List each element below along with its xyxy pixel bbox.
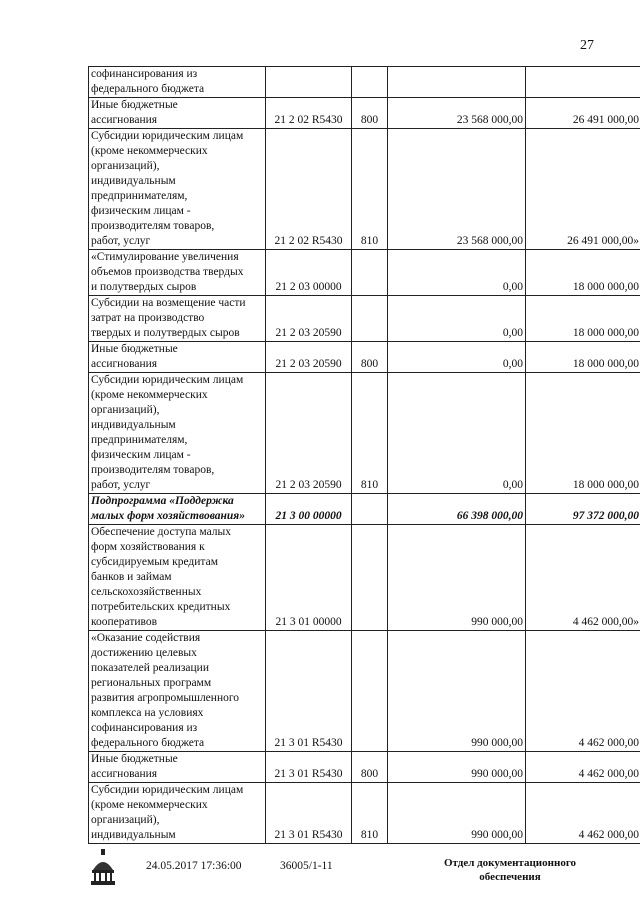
table-row [89, 752, 640, 783]
row-name-cell: Субсидии юридическим лицам (кроме некоммерческих организаций), индивидуальным [89, 783, 266, 844]
footer [80, 848, 610, 898]
row-amount-2017-cell: 990 000,00 [388, 752, 526, 783]
table-row [89, 783, 640, 844]
row-amount-2018-cell [526, 67, 640, 98]
duma-emblem-icon [90, 848, 116, 888]
row-amount-2017-cell [388, 67, 526, 98]
row-code-cell: 21 3 01 R5430 [266, 752, 352, 783]
row-expense-type-cell: 810 [352, 783, 388, 844]
table-row [89, 296, 640, 342]
row-name-cell: «Оказание содействия достижению целевых показателей реализации региональных программ развития агропромышленного комплекса на условиях софинансирования из федерального бюджета [89, 631, 266, 752]
row-amount-2017-cell: 0,00 [388, 342, 526, 373]
row-amount-2017-cell: 23 568 000,00 [388, 129, 526, 250]
row-amount-2017-cell: 66 398 000,00 [388, 494, 526, 525]
page-number: 27 [580, 38, 594, 53]
footer-timestamp: 24.05.2017 17:36:00 [146, 860, 242, 872]
row-expense-type-cell [352, 296, 388, 342]
row-expense-type-cell: 800 [352, 752, 388, 783]
row-amount-2018-cell: 18 000 000,00 [526, 342, 640, 373]
row-name-cell: Субсидии юридическим лицам (кроме некоммерческих организаций), индивидуальным предпринимателям, физическим лицам - производителям товаров, работ, услуг [89, 129, 266, 250]
row-amount-2018-cell: 26 491 000,00» [526, 129, 640, 250]
table-row [89, 631, 640, 752]
row-name-cell: «Стимулирование увеличения объемов производства твердых и полутвердых сыров [89, 250, 266, 296]
row-expense-type-cell: 800 [352, 98, 388, 129]
table-row [89, 525, 640, 631]
table-row [89, 129, 640, 250]
row-name-cell: Субсидии на возмещение части затрат на производство твердых и полутвердых сыров [89, 296, 266, 342]
row-expense-type-cell: 810 [352, 129, 388, 250]
row-amount-2018-cell: 18 000 000,00 [526, 296, 640, 342]
table-row [89, 373, 640, 494]
row-expense-type-cell [352, 67, 388, 98]
row-expense-type-cell: 810 [352, 373, 388, 494]
row-amount-2018-cell: 4 462 000,00 [526, 752, 640, 783]
row-code-cell: 21 2 03 00000 [266, 250, 352, 296]
row-name-cell: Иные бюджетные ассигнования [89, 98, 266, 129]
row-code-cell: 21 2 02 R5430 [266, 98, 352, 129]
row-expense-type-cell [352, 494, 388, 525]
table-row [89, 342, 640, 373]
footer-department: Отдел документационного обеспечения [443, 857, 577, 883]
row-expense-type-cell [352, 631, 388, 752]
row-code-cell [266, 67, 352, 98]
row-amount-2017-cell: 990 000,00 [388, 525, 526, 631]
row-code-cell: 21 3 01 00000 [266, 525, 352, 631]
row-amount-2017-cell: 0,00 [388, 296, 526, 342]
row-name-cell: софинансирования из федерального бюджета [89, 67, 266, 98]
row-amount-2018-cell: 18 000 000,00 [526, 250, 640, 296]
row-name-cell: Подпрограмма «Поддержка малых форм хозяйствования» [89, 494, 266, 525]
row-amount-2018-cell: 4 462 000,00 [526, 631, 640, 752]
table-row [89, 494, 640, 525]
row-expense-type-cell [352, 250, 388, 296]
row-amount-2018-cell: 26 491 000,00 [526, 98, 640, 129]
row-amount-2018-cell: 18 000 000,00 [526, 373, 640, 494]
footer-document-number: 36005/1-11 [280, 860, 333, 872]
row-code-cell: 21 3 01 R5430 [266, 631, 352, 752]
row-name-cell: Обеспечение доступа малых форм хозяйствования к субсидируемым кредитам банков и займам сельскохозяйственных потребительских кредитных кооперативов [89, 525, 266, 631]
row-amount-2017-cell: 990 000,00 [388, 631, 526, 752]
table-row [89, 67, 640, 98]
table-row [89, 98, 640, 129]
row-amount-2018-cell: 4 462 000,00 [526, 783, 640, 844]
row-code-cell: 21 3 01 R5430 [266, 783, 352, 844]
budget-table [88, 66, 640, 844]
row-amount-2017-cell: 990 000,00 [388, 783, 526, 844]
budget-table-body [89, 67, 640, 844]
row-code-cell: 21 2 03 20590 [266, 342, 352, 373]
row-name-cell: Субсидии юридическим лицам (кроме некоммерческих организаций), индивидуальным предпринимателям, физическим лицам - производителям товаров, работ, услуг [89, 373, 266, 494]
row-code-cell: 21 3 00 00000 [266, 494, 352, 525]
row-code-cell: 21 2 02 R5430 [266, 129, 352, 250]
row-amount-2017-cell: 23 568 000,00 [388, 98, 526, 129]
row-name-cell: Иные бюджетные ассигнования [89, 752, 266, 783]
table-row [89, 250, 640, 296]
row-code-cell: 21 2 03 20590 [266, 373, 352, 494]
row-code-cell: 21 2 03 20590 [266, 296, 352, 342]
row-amount-2018-cell: 4 462 000,00» [526, 525, 640, 631]
row-amount-2017-cell: 0,00 [388, 250, 526, 296]
row-expense-type-cell [352, 525, 388, 631]
row-name-cell: Иные бюджетные ассигнования [89, 342, 266, 373]
row-expense-type-cell: 800 [352, 342, 388, 373]
row-amount-2018-cell: 97 372 000,00 [526, 494, 640, 525]
row-amount-2017-cell: 0,00 [388, 373, 526, 494]
